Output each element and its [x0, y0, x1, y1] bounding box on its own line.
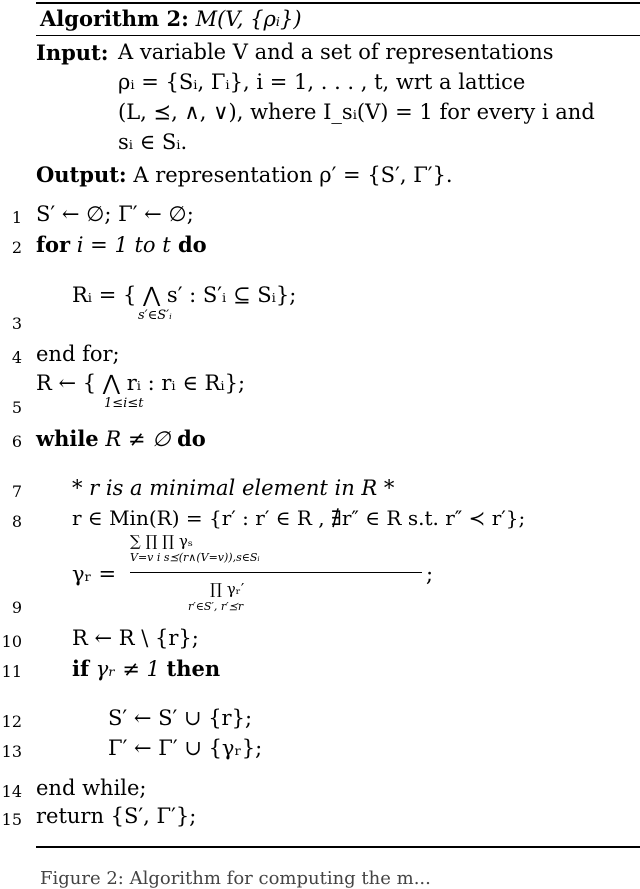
step-ri-subscript: s′∈S′ᵢ: [138, 308, 172, 323]
keyword-for: for: [36, 232, 71, 257]
line-number: 15: [1, 810, 22, 829]
step-return: return {S′, Γ′};: [36, 804, 197, 828]
keyword-then: then: [166, 656, 221, 681]
keyword-do: do: [177, 426, 206, 451]
top-rule: [36, 2, 640, 4]
output-label: Output:: [36, 162, 127, 187]
gamma-numerator-subscript: V=v i s⪯(r∧(V=v)),s∈Sᵢ: [130, 551, 260, 564]
line-number: 3: [11, 314, 22, 333]
step-for: [36, 232, 207, 257]
input-line-4: sᵢ ∈ Sᵢ.: [118, 130, 188, 154]
line-number: 11: [1, 662, 22, 681]
output-section: [36, 162, 453, 187]
header-rule: [36, 35, 640, 36]
step-r: R ← { ⋀ rᵢ : rᵢ ∈ Rᵢ};: [36, 371, 246, 395]
keyword-while: while: [36, 426, 99, 451]
keyword-do: do: [170, 232, 207, 257]
gamma-semicolon: ;: [426, 562, 434, 586]
step-while: [36, 426, 206, 451]
step-ri: Rᵢ = { ⋀ s′ : S′ᵢ ⊆ Sᵢ};: [72, 283, 297, 307]
comment: * r is a minimal element in R *: [72, 476, 395, 500]
line-number: 9: [11, 598, 22, 617]
step-r-subscript: 1≤i≤t: [104, 396, 144, 411]
output-text: A representation ρ′ = {S′, Γ′}.: [133, 163, 453, 187]
line-number: 14: [1, 782, 22, 801]
line-number: 5: [11, 398, 22, 417]
gamma-denominator: ∏ γᵣ′: [210, 580, 245, 598]
step-end-for: end for;: [36, 342, 120, 366]
fraction-bar: [130, 572, 422, 573]
input-section: [36, 40, 109, 65]
line-number: 7: [11, 482, 22, 501]
algorithm-header: [40, 6, 302, 31]
step-min: r ∈ Min(R) = {r′ : r′ ∈ R , ∄r″ ∈ R s.t. r″ ≺ r′};: [72, 506, 526, 530]
step-if: [72, 656, 220, 681]
gamma-numerator: ∑ ∏ ∏ γₛ: [130, 532, 193, 550]
figure-caption: Figure 2: Algorithm for computing the m...: [40, 868, 431, 889]
gamma-denominator-subscript: r′∈S′, r′⪯r: [188, 600, 244, 613]
step-end-while: end while;: [36, 776, 147, 800]
for-range: i = 1: [70, 233, 135, 257]
gamma-lhs: γᵣ =: [72, 562, 117, 586]
step-add-s: S′ ← S′ ∪ {r};: [108, 706, 253, 730]
line-number: 2: [11, 238, 22, 257]
input-line-1: A variable V and a set of representations: [118, 40, 554, 64]
keyword-to: to t: [134, 233, 171, 257]
while-condition: R ≠ ∅: [98, 427, 178, 451]
line-number: 10: [1, 632, 22, 651]
algorithm-name: M(V, {ρᵢ}): [195, 7, 302, 31]
line-number: 6: [11, 432, 22, 451]
line-number: 1: [11, 208, 22, 227]
input-line-3: (L, ⪯, ∧, ∨), where I_sᵢ(V) = 1 for every i and: [118, 100, 595, 124]
algorithm-label: Algorithm 2:: [40, 6, 189, 31]
step-init: S′ ← ∅; Γ′ ← ∅;: [36, 202, 194, 226]
input-label: Input:: [36, 40, 109, 65]
step-remove: R ← R \ {r};: [72, 626, 199, 650]
keyword-if: if: [72, 656, 90, 681]
line-number: 13: [1, 742, 22, 761]
line-number: 4: [11, 348, 22, 367]
if-condition: γᵣ ≠ 1: [89, 657, 167, 681]
input-line-2: ρᵢ = {Sᵢ, Γᵢ}, i = 1, . . . , t, wrt a lattice: [118, 70, 526, 94]
step-add-gamma: Γ′ ← Γ′ ∪ {γᵣ};: [108, 736, 263, 760]
bottom-rule: [36, 846, 640, 848]
line-number: 8: [11, 512, 22, 531]
line-number: 12: [1, 712, 22, 731]
